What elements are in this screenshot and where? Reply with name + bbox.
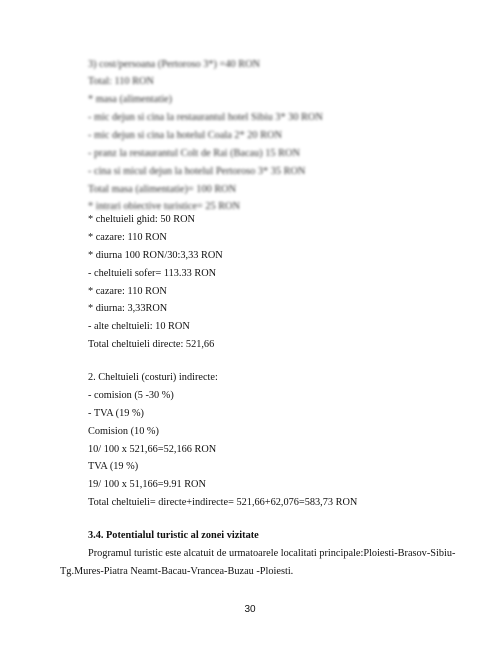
indirect-line: 10/ 100 x 521,66=52,166 RON [88, 444, 217, 455]
blurred-line: - mic dejun si cina la restaurantul hotel Sibiu 3* 30 RON [88, 112, 323, 123]
paragraph-line: Programul turistic este alcatuit de urmatoarele localitati principale:Ploiesti-Brasov-Sibiu- [88, 548, 456, 559]
cost-line: - cheltuieli sofer= 113.33 RON [88, 268, 217, 279]
cost-line: * diurna: 3,33RON [88, 303, 168, 314]
indirect-line: - TVA (19 %) [88, 408, 144, 419]
blurred-line: * intrari obiective turistice= 25 RON [88, 201, 240, 212]
total-costs: Total cheltuieli= directe+indirecte= 521,66+62,076=583,73 RON [88, 497, 358, 508]
direct-costs-total: Total cheltuieli directe: 521,66 [88, 339, 215, 350]
indirect-line: TVA (19 %) [88, 461, 139, 472]
cost-line: - alte cheltuieli: 10 RON [88, 321, 190, 332]
cost-line: * cazare: 110 RON [88, 232, 167, 243]
indirect-costs-heading: 2. Cheltuieli (costuri) indirecte: [88, 372, 218, 383]
cost-line: * cazare: 110 RON [88, 286, 167, 297]
blurred-line: - mic dejun si cina la hotelul Coala 2* 20 RON [88, 130, 282, 141]
blurred-line: - cina si micul dejun la hotelul Pertoroso 3* 35 RON [88, 166, 306, 177]
page-number: 30 [244, 604, 256, 615]
cost-line: * cheltuieli ghid: 50 RON [88, 214, 195, 225]
paragraph-line: Tg.Mures-Piatra Neamt-Bacau-Vrancea-Buzau -Ploiesti. [60, 566, 294, 577]
indirect-line: - comision (5 -30 %) [88, 390, 174, 401]
section-heading: 3.4. Potentialul turistic al zonei vizitate [88, 530, 259, 541]
blurred-line: - pranz la restaurantul Colt de Rai (Bacau) 15 RON [88, 148, 300, 159]
blurred-line: * masa (alimentatie) [88, 94, 173, 105]
blurred-line: 3) cost/persoana (Pertoroso 3*) =40 RON [88, 59, 260, 70]
blurred-line: Total masa (alimentatie)= 100 RON [88, 184, 237, 195]
blurred-line: Total: 110 RON [88, 76, 154, 87]
indirect-line: 19/ 100 x 51,166=9.91 RON [88, 479, 206, 490]
cost-line: * diurna 100 RON/30:3,33 RON [88, 250, 223, 261]
indirect-line: Comision (10 %) [88, 426, 159, 437]
